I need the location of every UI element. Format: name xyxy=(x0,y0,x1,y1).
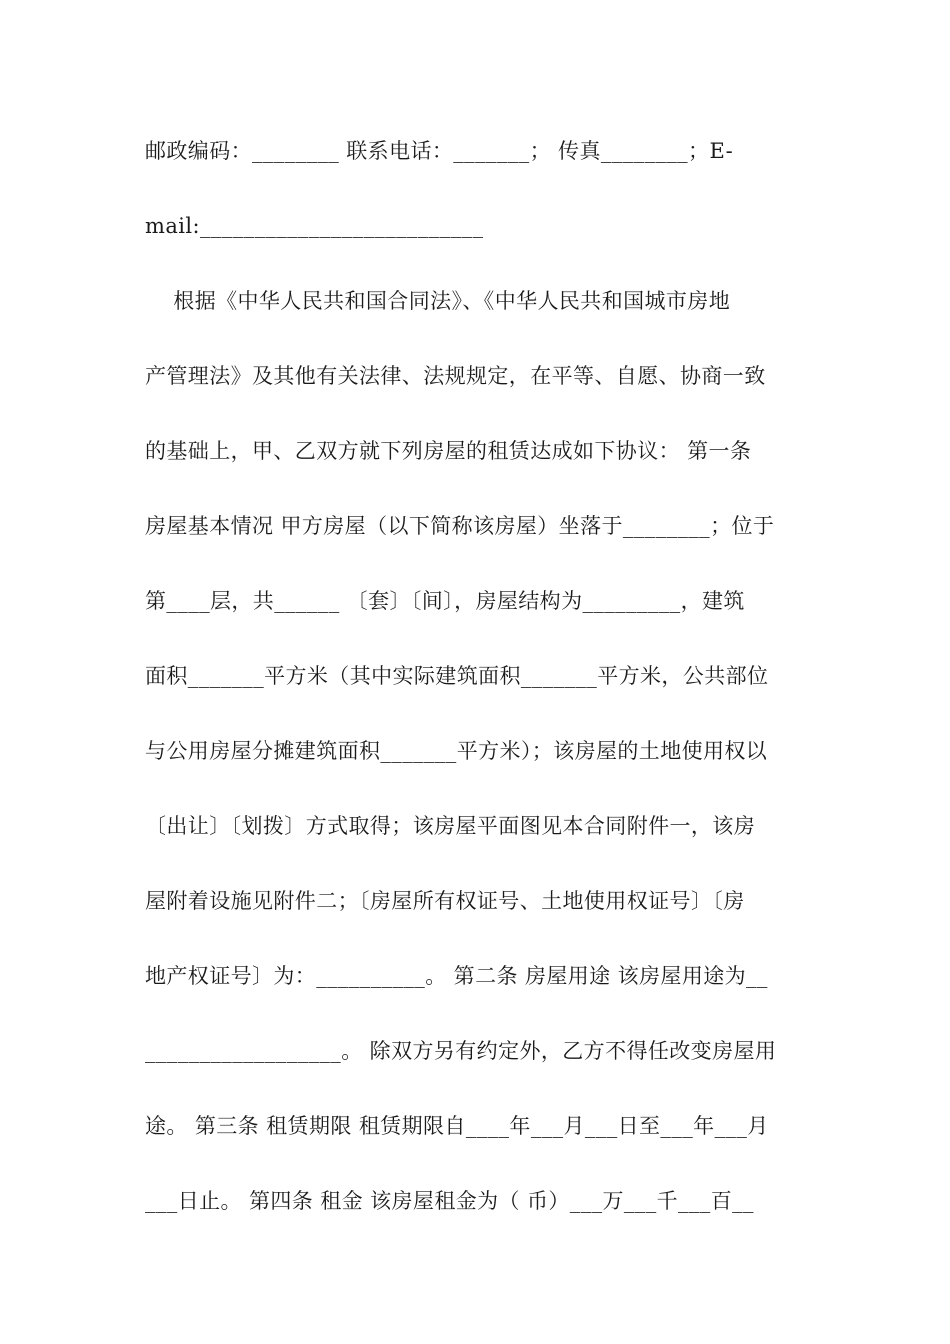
text-line: 第____层，共______ 〔套〕〔间〕，房屋结构为_________，建筑 xyxy=(145,589,745,613)
text-line-postal-phone-fax: 邮政编码：________ 联系电话：_______； 传真________；E- xyxy=(145,139,734,163)
text-line: 的基础上，甲、乙双方就下列房屋的租赁达成如下协议： 第一条 xyxy=(145,439,752,463)
text-line-email: mail:__________________________ xyxy=(145,214,484,238)
text-line: 途。 第三条 租赁期限 租赁期限自____年___月___日至___年___月 xyxy=(145,1114,769,1138)
text-line-paragraph-start: 根据《中华人民共和国合同法》、《中华人民共和国城市房地 xyxy=(145,289,731,313)
text-line: 〔出让〕〔划拨〕方式取得；该房屋平面图见本合同附件一，该房 xyxy=(145,814,756,838)
text-line: 地产权证号〕为：__________。 第二条 房屋用途 该房屋用途为__ xyxy=(145,964,768,988)
text-line: 屋附着设施见附件二；〔房屋所有权证号、土地使用权证号〕〔房 xyxy=(145,889,745,913)
text-line: __________________。 除双方另有约定外，乙方不得任改变房屋用 xyxy=(145,1039,777,1063)
text-line: 产管理法》及其他有关法律、法规规定，在平等、自愿、协商一致 xyxy=(145,364,766,388)
text-line: 与公用房屋分摊建筑面积_______平方米）；该房屋的土地使用权以 xyxy=(145,739,768,763)
text-line: ___日止。 第四条 租金 该房屋租金为（ 币）___万___千___百__ xyxy=(145,1189,754,1213)
text-line: 房屋基本情况 甲方房屋（以下简称该房屋）坐落于________；位于 xyxy=(145,514,775,538)
text-line: 面积_______平方米（其中实际建筑面积_______平方米，公共部位 xyxy=(145,664,769,688)
